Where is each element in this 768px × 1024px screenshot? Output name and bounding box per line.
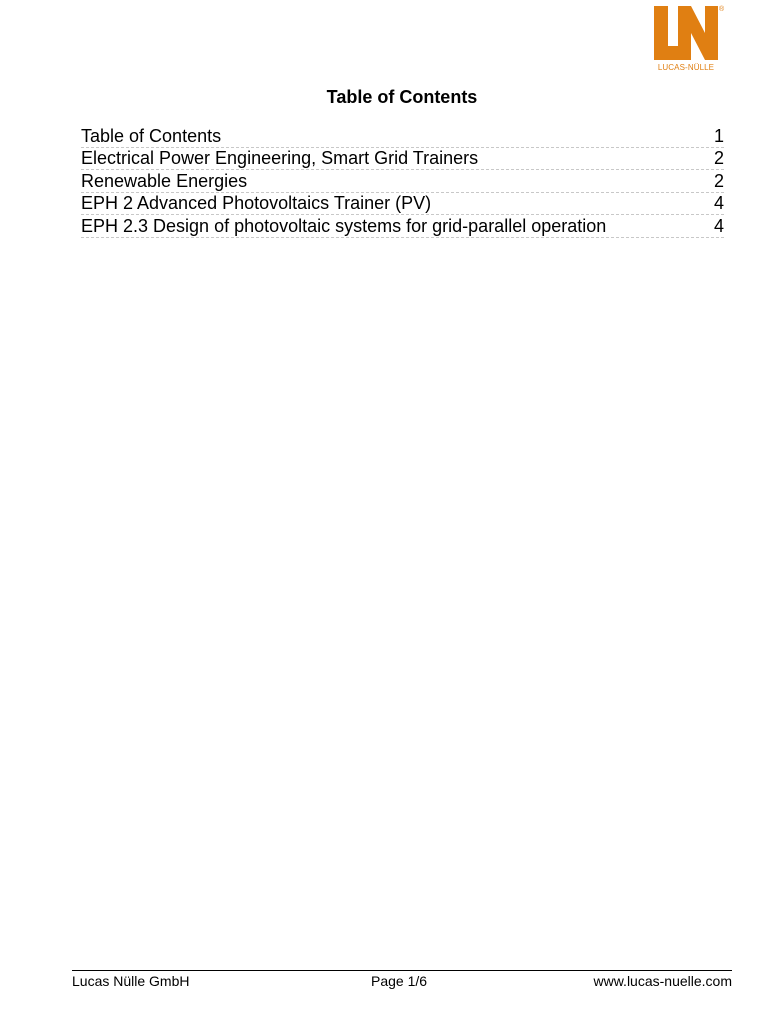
- footer-website-link[interactable]: www.lucas-nuelle.com: [593, 973, 732, 989]
- toc-entry-page: 2: [713, 148, 724, 168]
- toc-entry-label: Renewable Energies: [81, 170, 248, 191]
- toc-entry-electrical-power-engineering[interactable]: [81, 148, 724, 171]
- toc-entry-eph-2[interactable]: [81, 193, 724, 216]
- toc-entry-page: 4: [713, 193, 724, 213]
- toc-entry-eph-2-3[interactable]: [81, 215, 724, 238]
- ln-logo-icon: [654, 6, 718, 60]
- toc-entry-table-of-contents[interactable]: [81, 125, 724, 148]
- toc-entry-label: EPH 2.3 Design of photovoltaic systems for grid-parallel operation: [81, 215, 607, 236]
- toc-entry-label: Table of Contents: [81, 125, 222, 146]
- registered-mark: ®: [719, 6, 725, 13]
- footer-divider: [72, 970, 732, 971]
- toc-list: [81, 125, 724, 238]
- footer-page-number: Page 1/6: [371, 973, 428, 989]
- logo-wordmark: LUCAS-NÜLLE: [657, 63, 715, 72]
- toc-entry-label: Electrical Power Engineering, Smart Grid Trainers: [81, 148, 479, 168]
- toc-entry-page: 4: [713, 215, 724, 236]
- footer-company: Lucas Nülle GmbH: [72, 973, 190, 989]
- toc-entry-label: EPH 2 Advanced Photovoltaics Trainer (PV): [81, 193, 432, 213]
- toc-title: Table of Contents: [326, 87, 478, 107]
- toc-entry-page: 2: [713, 170, 724, 191]
- company-logo: [654, 6, 728, 76]
- toc-entry-page: 1: [713, 125, 724, 146]
- toc-entry-renewable-energies[interactable]: [81, 170, 724, 193]
